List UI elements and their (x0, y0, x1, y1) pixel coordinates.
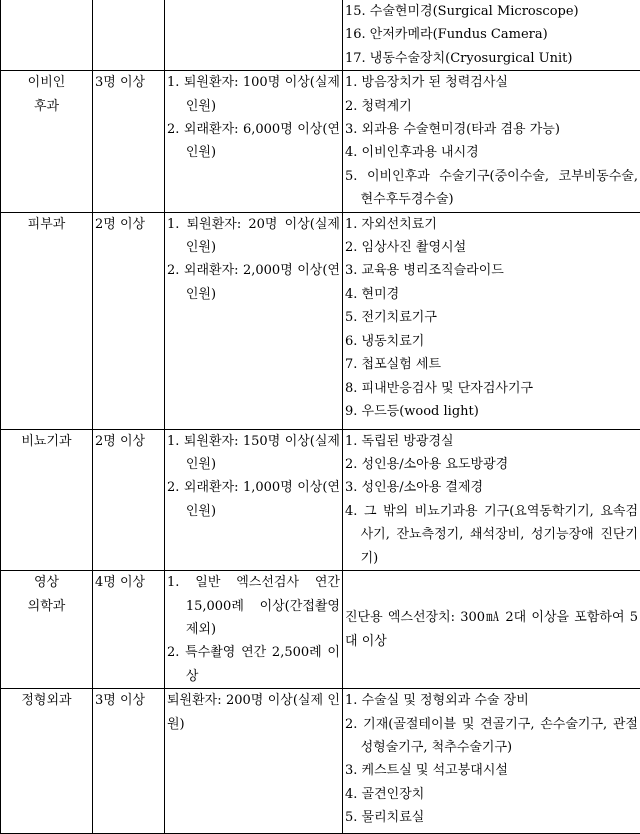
table-row (1, 689, 640, 834)
equipment-cell (343, 0, 640, 71)
department-name: 의학과 (3, 595, 90, 618)
equipment-item: 5. 이비인후과 수술기구(중이수술, 코부비동수술, 현수후두경수술) (345, 165, 638, 212)
equipment-item: 9. 우드등(wood light) (345, 400, 638, 423)
equipment-cell (343, 689, 640, 834)
staff-cell (93, 429, 165, 570)
equipment-item: 17. 냉동수술장치(Cryosurgical Unit) (345, 47, 638, 70)
equipment-item: 8. 피내반응검사 및 단자검사기구 (345, 377, 638, 400)
criteria-item: 2. 외래환자: 1,000명 이상(연인원) (167, 476, 340, 523)
department-name: 이비인 (3, 71, 90, 94)
table-row (1, 212, 640, 429)
table-row (1, 71, 640, 212)
equipment-item: 5. 전기치료기구 (345, 306, 638, 329)
staff-cell (93, 689, 165, 834)
staff-cell (93, 71, 165, 212)
staff-cell (93, 0, 165, 71)
table-row (1, 429, 640, 570)
equipment-item: 4. 이비인후과용 내시경 (345, 141, 638, 164)
department-name: 비뇨기과 (21, 434, 71, 449)
equipment-item: 진단용 엑스선장치: 300㎃ 2대 이상을 포함하여 5대 이상 (345, 606, 638, 653)
equipment-item: 4. 그 밖의 비뇨기과용 기구(요역동학기기, 요속검사기, 잔뇨측정기, 쇄석장비, 성기능장애 진단기기) (345, 500, 638, 570)
staff-requirement: 2명 이상 (95, 434, 145, 449)
department-name: 피부과 (28, 217, 66, 232)
department-cell (1, 429, 93, 570)
department-name: 영상 (3, 571, 90, 594)
department-name: 후과 (3, 95, 90, 118)
staff-requirement: 3명 이상 (95, 693, 145, 708)
criteria-item: 2. 특수촬영 연간 2,500례 이상 (167, 641, 340, 688)
staff-cell (93, 212, 165, 429)
equipment-item: 6. 냉동치료기 (345, 330, 638, 353)
criteria-item: 2. 외래환자: 6,000명 이상(연인원) (167, 118, 340, 165)
equipment-item: 2. 임상사진 촬영시설 (345, 236, 638, 259)
equipment-item: 2. 기재(골절테이블 및 견골기구, 손수술기구, 관절성형술기구, 척추수술기구) (345, 713, 638, 760)
staff-requirement: 2명 이상 (95, 217, 145, 232)
criteria-cell (165, 71, 343, 212)
equipment-item: 3. 케스트실 및 석고붕대시설 (345, 759, 638, 782)
criteria-item: 1. 퇴원환자: 100명 이상(실제 인원) (167, 71, 340, 118)
criteria-item: 1. 퇴원환자: 20명 이상(실제 인원) (167, 213, 340, 260)
department-cell (1, 212, 93, 429)
criteria-cell (165, 212, 343, 429)
equipment-item: 1. 방음장치가 된 청력검사실 (345, 71, 638, 94)
criteria-item: 퇴원환자: 200명 이상(실제 인원) (167, 689, 340, 736)
equipment-cell (343, 71, 640, 212)
equipment-item: 5. 물리치료실 (345, 806, 638, 829)
equipment-cell (343, 429, 640, 570)
equipment-cell (343, 571, 640, 689)
equipment-item: 3. 외과용 수술현미경(타과 겸용 가능) (345, 118, 638, 141)
equipment-item: 1. 수술실 및 정형외과 수술 장비 (345, 689, 638, 712)
department-cell (1, 0, 93, 71)
equipment-item: 1. 독립된 방광경실 (345, 430, 638, 453)
equipment-item: 16. 안저카메라(Fundus Camera) (345, 23, 638, 46)
equipment-item: 2. 성인용/소아용 요도방광경 (345, 453, 638, 476)
equipment-item: 3. 교육용 병리조직슬라이드 (345, 259, 638, 282)
equipment-item: 4. 골견인장치 (345, 783, 638, 806)
department-cell (1, 689, 93, 834)
equipment-item: 4. 현미경 (345, 283, 638, 306)
table-row (1, 0, 640, 71)
staff-cell (93, 571, 165, 689)
criteria-cell (165, 689, 343, 834)
staff-requirement: 3명 이상 (95, 75, 145, 90)
department-cell (1, 571, 93, 689)
equipment-item: 15. 수술현미경(Surgical Microscope) (345, 0, 638, 23)
criteria-cell (165, 429, 343, 570)
department-cell (1, 71, 93, 212)
criteria-item: 1. 일반 엑스선검사 연간 15,000례 이상(간접촬영 제외) (167, 571, 340, 641)
criteria-cell (165, 571, 343, 689)
equipment-item: 7. 첩포실험 세트 (345, 353, 638, 376)
table-row (1, 571, 640, 689)
equipment-item: 1. 자외선치료기 (345, 213, 638, 236)
criteria-item: 1. 퇴원환자: 150명 이상(실제 인원) (167, 430, 340, 477)
department-name: 정형외과 (21, 693, 71, 708)
equipment-item: 2. 청력계기 (345, 95, 638, 118)
equipment-item: 3. 성인용/소아용 결제경 (345, 476, 638, 499)
criteria-item: 2. 외래환자: 2,000명 이상(연인원) (167, 259, 340, 306)
staff-requirement: 4명 이상 (95, 575, 145, 590)
criteria-cell (165, 0, 343, 71)
equipment-cell (343, 212, 640, 429)
